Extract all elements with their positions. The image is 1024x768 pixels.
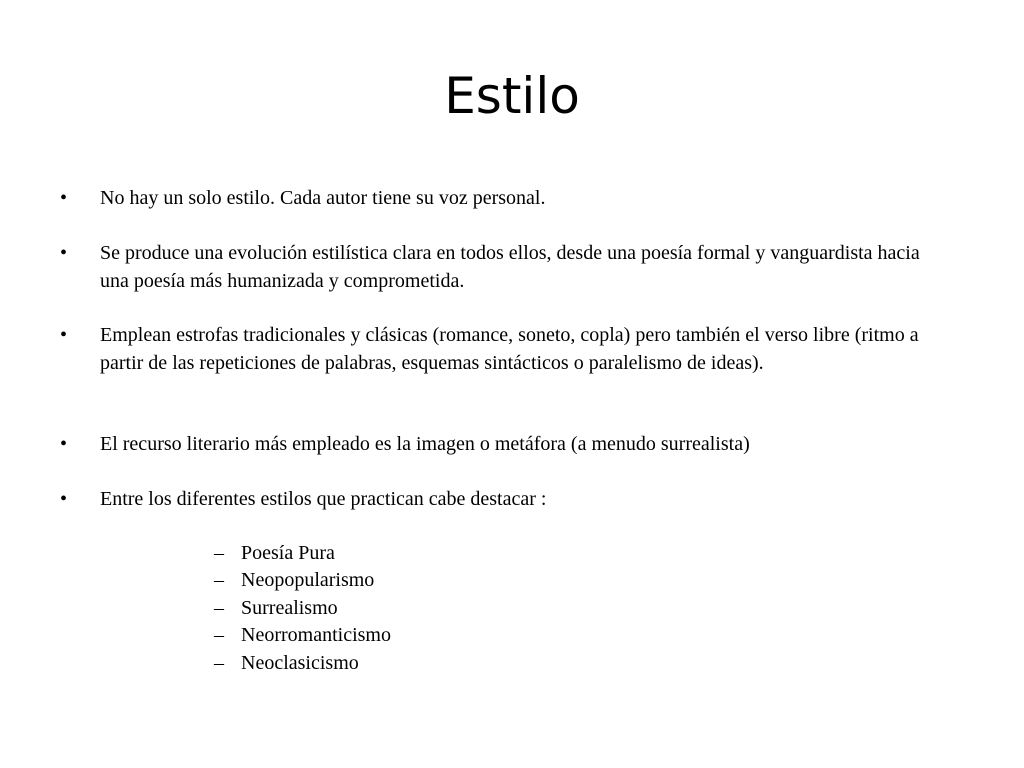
bullet-text: Entre los diferentes estilos que practican cabe destacar :	[100, 488, 547, 510]
sublist-item-text: Neorromanticismo	[241, 624, 391, 647]
bullet-text: El recurso literario más empleado es la imagen o metáfora (a menudo surrealista)	[100, 433, 750, 455]
sublist-item	[0, 540, 1024, 567]
sublist-item	[0, 650, 1024, 677]
sublist-item	[0, 622, 1024, 649]
dash-icon: –	[214, 651, 224, 674]
bullet-icon: •	[60, 488, 68, 510]
dash-icon: –	[214, 624, 224, 647]
sublist-item	[0, 567, 1024, 594]
dash-icon: –	[214, 569, 224, 592]
styles-sublist	[0, 540, 1024, 677]
sublist-item-text: Poesía Pura	[241, 542, 335, 564]
sublist-item	[0, 595, 1024, 622]
bullet-text: Emplean estrofas tradicionales y clásicas (romance, soneto, copla) pero también el verso libre (ritmo a partir de las repeticiones de palabras, esquemas sintácticos o paralelismo de ideas).	[100, 324, 919, 374]
dash-icon: –	[214, 542, 224, 564]
slide-title: Estilo	[444, 67, 580, 125]
bullet-text: Se produce una evolución estilística clara en todos ellos, desde una poesía formal y vanguardista hacia una poesía más humanizada y comprometida.	[100, 242, 920, 292]
sublist-item-text: Surrealismo	[241, 596, 338, 619]
bullet-text: No hay un solo estilo. Cada autor tiene su voz personal.	[100, 187, 546, 209]
dash-icon: –	[214, 596, 224, 619]
sublist-item-text: Neopopularismo	[241, 569, 375, 592]
bullet-icon: •	[60, 242, 68, 264]
bullet-icon: •	[60, 187, 68, 209]
sublist-item-text: Neoclasicismo	[241, 651, 359, 674]
bullet-icon: •	[60, 324, 68, 346]
bullet-icon: •	[60, 433, 68, 455]
